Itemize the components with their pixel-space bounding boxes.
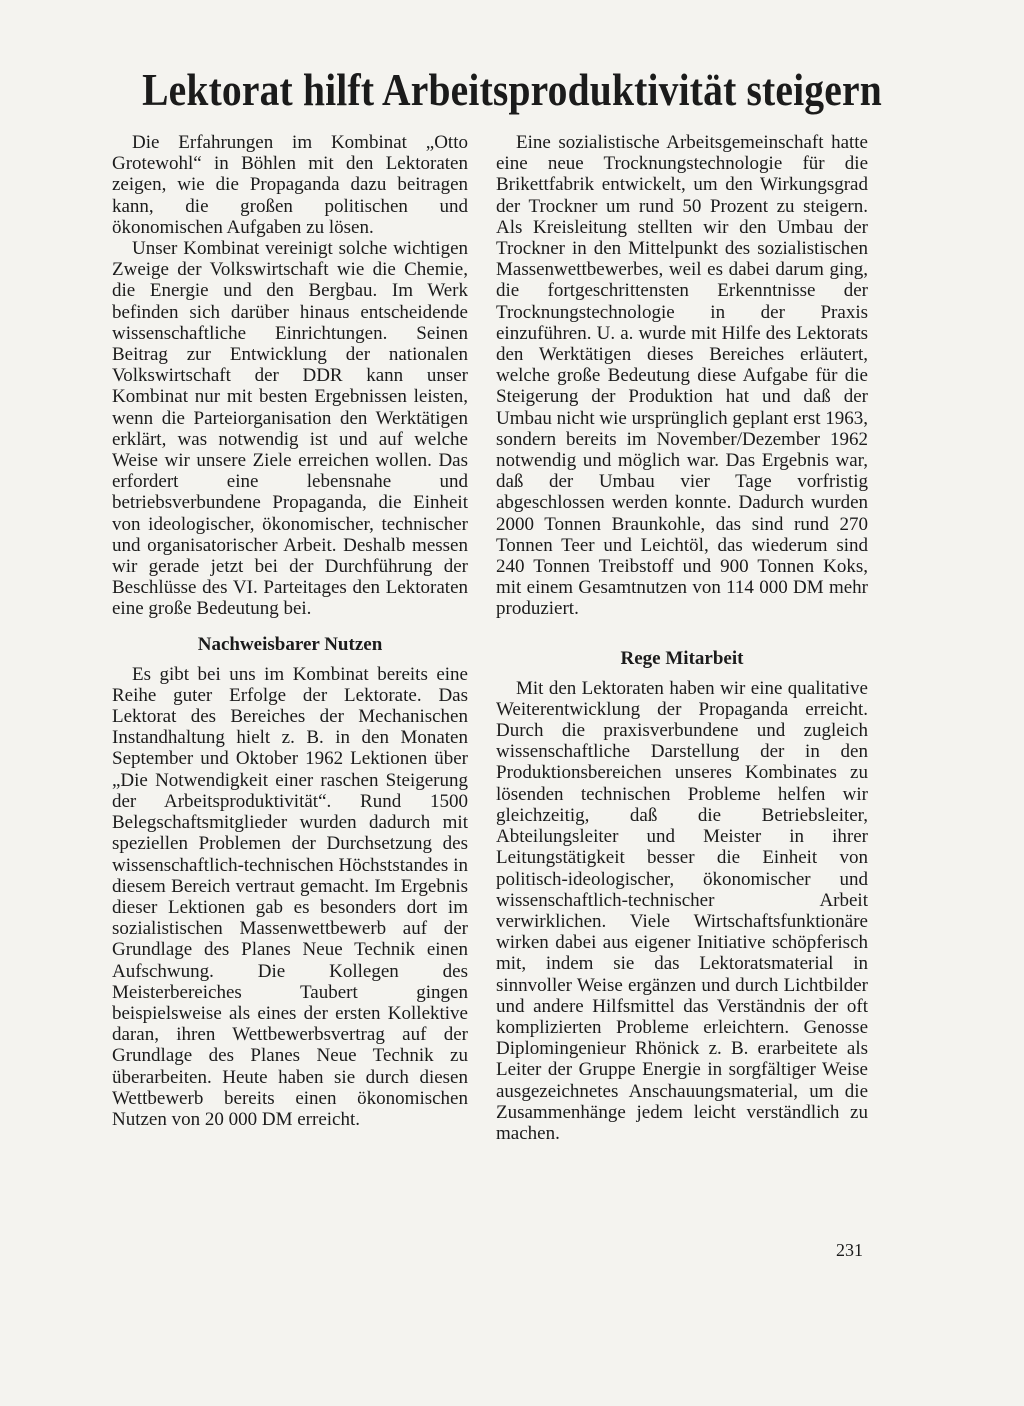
- body-paragraph: Unser Kombinat vereinigt solche wichtigen Zweige der Volkswirtschaft wie die Chemie, die Energie und den Bergbau. Im Werk befinden sich darüber hinaus entscheidende wissenschaftliche Einrichtungen. Seinen Beitrag zur Entwicklung der nationalen Volkswirtschaft der DDR kann unser Kombinat nur mit besten Ergebnissen leisten, wenn die Parteiorganisation den Werktätigen erklärt, was notwendig ist und auf welche Weise wir unsere Ziele erreichen wollen. Das erfordert eine lebensnahe und betriebsverbundene Propaganda, die Einheit von ideologischer, ökonomischer, technischer und organisatorischer Arbeit. Deshalb messen wir gerade jetzt bei der Durchführung der Beschlüsse des VI. Parteitages den Lektoraten eine große Bedeutung bei.: [112, 238, 468, 620]
- left-column: [112, 132, 468, 1130]
- body-paragraph: Eine sozialistische Arbeitsgemeinschaft hatte eine neue Trocknungstechnologie für die Brikettfabrik entwickelt, um den Wirkungsgrad der Trockner um rund 50 Prozent zu steigern. Als Kreisleitung stellten wir den Umbau der Trockner in den Mittelpunkt des sozialistischen Massenwettbewerbes, weil es dabei darum ging, die fortgeschrittensten Erkenntnisse der Trocknungstechnologie in der Praxis einzuführen. U. a. wurde mit Hilfe des Lektorats den Werktätigen dieses Bereiches erläutert, welche große Bedeutung diese Aufgabe für die Steigerung der Produktion hat und daß der Umbau nicht wie ursprünglich geplant erst 1963, sondern bereits im November/Dezember 1962 notwendig und möglich war. Das Ergebnis war, daß der Umbau vier Tage vorfristig abgeschlossen werden konnte. Dadurch wurden 2000 Tonnen Braunkohle, das sind rund 270 Tonnen Teer und Leichtöl, das wiederum sind 240 Tonnen Treibstoff und 900 Tonnen Koks, mit einem Gesamtnutzen von 114 000 DM mehr produziert.: [496, 132, 869, 620]
- right-column: [496, 132, 868, 1144]
- page-number: 231: [836, 1240, 863, 1260]
- intro-paragraph: Die Erfahrungen im Kombinat „Otto Grotewohl“ in Böhlen mit den Lektoraten zeigen, wie die Propaganda dazu beitragen kann, die großen politischen und ökonomischen Aufgaben zu lösen.: [112, 132, 468, 238]
- article-title: Lektorat hilft Arbeitsproduktivität steigern: [142, 64, 882, 115]
- body-paragraph: Es gibt bei uns im Kombinat bereits eine Reihe guter Erfolge der Lektorate. Das Lektorat des Bereiches der Mechanischen Instandhaltung hielt z. B. in den Monaten September und Oktober 1962 Lektionen über „Die Notwendigkeit einer raschen Steigerung der Arbeitsproduktivität“. Rund 1500 Belegschaftsmitglieder wurden dadurch mit speziellen Problemen der Durchsetzung des wissenschaftlich-technischen Höchststandes in diesem Bereich vertraut gemacht. Im Ergebnis dieser Lektionen gab es besonders dort im sozialistischen Massenwettbewerb auf der Grundlage des Planes Neue Technik einen Aufschwung. Die Kollegen des Meisterbereiches Taubert gingen beispielsweise als eines der ersten Kollektive daran, ihren Wettbewerbsvertrag auf der Grundlage des Planes Neue Technik zu überarbeiten. Heute haben sie durch diesen Wettbewerb bereits einen ökonomischen Nutzen von 20 000 DM erreicht.: [112, 663, 468, 1130]
- section-heading-nachweisbarer-nutzen: Nachweisbarer Nutzen: [197, 633, 383, 655]
- body-paragraph: Mit den Lektoraten haben wir eine qualitative Weiterentwicklung der Propaganda erreicht. Durch die praxisverbundene und zugleich wissenschaftliche Darstellung der in den Produktionsbereichen unseres Kombinates zu lösenden technischen Probleme helfen wir gleichzeitig, daß die Betriebsleiter, Abteilungsleiter und Meister in ihrer Leitungstätigkeit besser die Einheit von politisch-ideologischer, ökonomischer und wissenschaftlich-technischer Arbeit verwirklichen. Viele Wirtschaftsfunktionäre wirken dabei aus eigener Initiative schöpferisch mit, indem sie das Lektoratsmaterial in sinnvoller Weise ergänzen und durch Lichtbilder und andere Hilfsmittel das Verständnis der oft komplizierten Probleme erleichtern. Genosse Diplomingenieur Rhönick z. B. erarbeitete als Leiter der Gruppe Energie in sorgfältiger Weise ausgezeichnetes Anschauungsmaterial, um die Zusammenhänge jedem leicht verständlich zu machen.: [496, 677, 868, 1144]
- section-heading-rege-mitarbeit: Rege Mitarbeit: [620, 647, 744, 669]
